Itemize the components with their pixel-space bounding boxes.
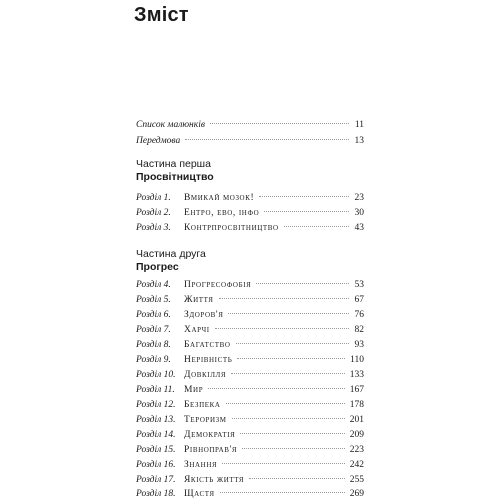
leader-dots [226, 403, 345, 404]
chapter-page: 178 [349, 400, 364, 410]
leader-dots [219, 298, 349, 299]
leader-dots [210, 123, 349, 124]
chapter-title: Контрпросвітництво [184, 223, 279, 233]
chapter-number: Розділ 7. [136, 325, 171, 335]
chapter-title: Знання [184, 460, 218, 470]
chapter-page: 53 [354, 280, 364, 290]
chapter-title: Життя [184, 295, 214, 305]
toc-chapter[interactable] [136, 487, 364, 501]
chapter-number: Розділ 5. [136, 295, 171, 305]
chapter-number: Розділ 1. [136, 193, 171, 203]
entry-title: Список малюнків [136, 120, 205, 130]
leader-dots [220, 492, 345, 493]
toc-chapter[interactable] [136, 293, 364, 307]
toc-chapter[interactable] [136, 353, 364, 367]
chapter-title: Тероризм [184, 415, 227, 425]
chapter-page: 269 [349, 489, 364, 499]
chapter-page: 242 [349, 460, 364, 470]
chapter-title: Ентро, ево, інфо [184, 208, 260, 218]
chapter-title: Харчі [184, 325, 210, 335]
toc-chapter[interactable] [136, 458, 364, 472]
chapter-title: Демократія [184, 430, 236, 440]
chapter-title: Щастя [184, 489, 215, 499]
chapter-title: Прогресофобія [184, 280, 252, 290]
chapter-page: 110 [350, 355, 364, 365]
leader-dots [222, 463, 345, 464]
chapter-number: Розділ 2. [136, 208, 171, 218]
chapter-page: 30 [354, 208, 364, 218]
chapter-number: Розділ 6. [136, 310, 171, 320]
chapter-title: Нерівність [184, 355, 233, 365]
leader-dots [249, 478, 345, 479]
toc-chapter[interactable] [136, 206, 364, 220]
leader-dots [242, 448, 345, 449]
entry-page: 11 [354, 120, 364, 130]
chapter-title: Вмикай мозок! [184, 193, 255, 203]
chapter-number: Розділ 15. [136, 445, 176, 455]
leader-dots [208, 388, 345, 389]
chapter-page: 67 [354, 295, 364, 305]
chapter-page: 209 [349, 430, 364, 440]
toc-chapter[interactable] [136, 191, 364, 205]
chapter-title: Безпека [184, 400, 221, 410]
toc-entry-figures[interactable] [136, 118, 364, 132]
chapter-number: Розділ 17. [136, 475, 176, 485]
chapter-number: Розділ 8. [136, 340, 171, 350]
toc-chapter[interactable] [136, 383, 364, 397]
chapter-page: 223 [349, 445, 364, 455]
toc-chapter[interactable] [136, 413, 364, 427]
chapter-title: Якість життя [184, 475, 245, 485]
chapter-page: 167 [349, 385, 364, 395]
chapter-number: Розділ 13. [136, 415, 176, 425]
toc-chapter[interactable] [136, 473, 364, 487]
part-label: Частина перша [136, 158, 211, 170]
chapter-number: Розділ 14. [136, 430, 176, 440]
chapter-title: Мир [184, 385, 204, 395]
toc-chapter[interactable] [136, 398, 364, 412]
chapter-number: Розділ 18. [136, 489, 176, 499]
entry-page: 13 [354, 136, 364, 146]
chapter-title: Рівноправ'я [184, 445, 238, 455]
toc-entry-preface[interactable] [136, 134, 364, 148]
chapter-number: Розділ 3. [136, 223, 171, 233]
leader-dots [215, 328, 349, 329]
leader-dots [185, 139, 349, 140]
chapter-page: 133 [349, 370, 364, 380]
chapter-number: Розділ 11. [136, 385, 175, 395]
toc-chapter[interactable] [136, 221, 364, 235]
toc-chapter[interactable] [136, 338, 364, 352]
chapter-title: Довкілля [184, 370, 227, 380]
part-title[interactable]: Прогрес [136, 261, 179, 273]
chapter-page: 201 [349, 415, 364, 425]
toc-chapter[interactable] [136, 278, 364, 292]
entry-title: Передмова [136, 136, 181, 146]
toc-chapter[interactable] [136, 368, 364, 382]
part-title[interactable]: Просвітництво [136, 171, 214, 183]
part-label: Частина друга [136, 248, 206, 260]
chapter-number: Розділ 4. [136, 280, 171, 290]
toc-chapter[interactable] [136, 308, 364, 322]
chapter-title: Здоров'я [184, 310, 224, 320]
toc-chapter[interactable] [136, 428, 364, 442]
leader-dots [231, 373, 345, 374]
chapter-page: 23 [354, 193, 364, 203]
leader-dots [228, 313, 349, 314]
chapter-page: 255 [349, 475, 364, 485]
leader-dots [237, 358, 345, 359]
leader-dots [240, 433, 344, 434]
leader-dots [264, 211, 349, 212]
leader-dots [256, 283, 349, 284]
chapter-page: 43 [354, 223, 364, 233]
page-title: Зміст [134, 4, 189, 26]
chapter-number: Розділ 10. [136, 370, 176, 380]
chapter-page: 76 [354, 310, 364, 320]
leader-dots [259, 196, 349, 197]
chapter-number: Розділ 12. [136, 400, 176, 410]
toc-chapter[interactable] [136, 443, 364, 457]
leader-dots [232, 418, 345, 419]
chapter-page: 82 [354, 325, 364, 335]
chapter-number: Розділ 9. [136, 355, 171, 365]
chapter-page: 93 [354, 340, 364, 350]
chapter-number: Розділ 16. [136, 460, 176, 470]
leader-dots [284, 226, 349, 227]
chapter-title: Багатство [184, 340, 231, 350]
toc-chapter[interactable] [136, 323, 364, 337]
leader-dots [236, 343, 349, 344]
